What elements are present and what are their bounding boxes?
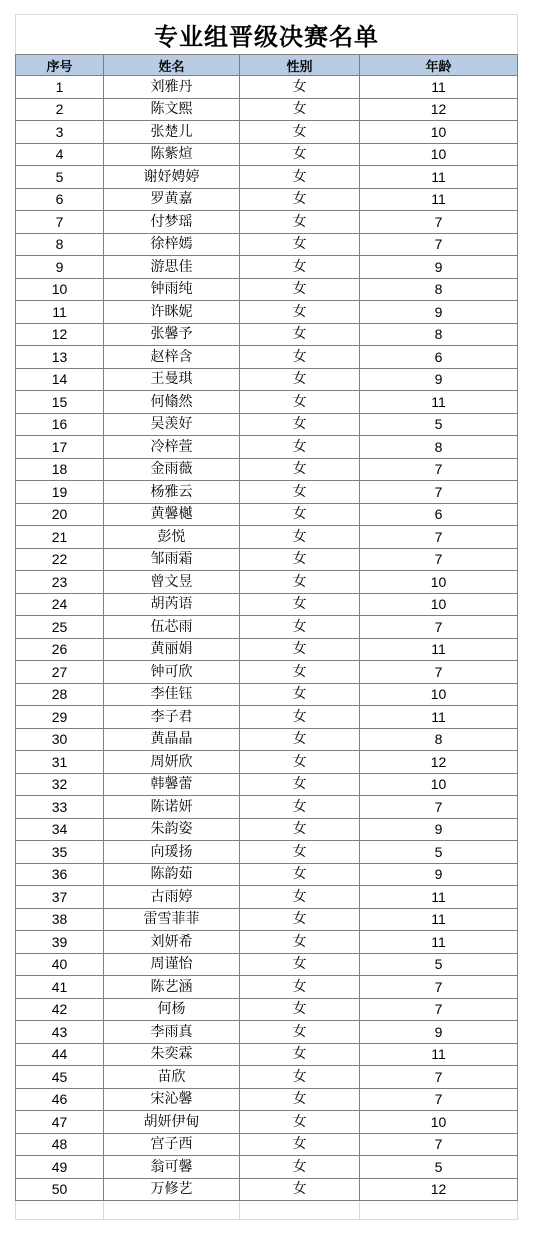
cell-name[interactable]: 吴羡好 [104, 413, 240, 436]
cell-gender[interactable]: 女 [240, 818, 360, 841]
cell-age[interactable]: 7 [360, 796, 518, 819]
cell-gender[interactable]: 女 [240, 413, 360, 436]
table-row [16, 436, 518, 459]
cell-index[interactable]: 33 [16, 796, 104, 819]
table-row [16, 233, 518, 256]
cell-gender[interactable]: 女 [240, 233, 360, 256]
cell-name[interactable]: 何杨 [104, 998, 240, 1021]
cell-index[interactable]: 27 [16, 661, 104, 684]
cell-age[interactable]: 9 [360, 368, 518, 391]
cell-name[interactable]: 陈紫煊 [104, 143, 240, 166]
cell-age[interactable]: 8 [360, 278, 518, 301]
cell-age[interactable]: 11 [360, 706, 518, 729]
table-row [16, 1043, 518, 1066]
cell-name[interactable]: 游思佳 [104, 256, 240, 279]
cell-name[interactable]: 彭悦 [104, 526, 240, 549]
cell-gender[interactable]: 女 [240, 886, 360, 909]
cell-gender[interactable]: 女 [240, 863, 360, 886]
cell-age[interactable]: 5 [360, 1156, 518, 1179]
cell-name[interactable]: 李雨真 [104, 1021, 240, 1044]
cell-gender[interactable]: 女 [240, 953, 360, 976]
cell-gender[interactable]: 女 [240, 503, 360, 526]
table-body [16, 76, 518, 1201]
cell-name[interactable]: 胡芮语 [104, 593, 240, 616]
cell-name[interactable]: 徐梓嫣 [104, 233, 240, 256]
table-row [16, 76, 518, 99]
cell-gender[interactable]: 女 [240, 323, 360, 346]
table-row [16, 323, 518, 346]
table-row [16, 278, 518, 301]
cell-gender[interactable]: 女 [240, 368, 360, 391]
cell-index[interactable]: 26 [16, 638, 104, 661]
cell-age[interactable]: 7 [360, 458, 518, 481]
table-row [16, 1021, 518, 1044]
cell-gender[interactable]: 女 [240, 278, 360, 301]
cell-gender[interactable]: 女 [240, 211, 360, 234]
cell-gender[interactable]: 女 [240, 346, 360, 369]
header-cell-name[interactable]: 姓名 [104, 55, 240, 76]
header-cell-age[interactable]: 年龄 [360, 55, 518, 76]
table-row [16, 571, 518, 594]
cell-name[interactable]: 谢妤娉婷 [104, 166, 240, 189]
cell-index[interactable]: 41 [16, 976, 104, 999]
cell-age[interactable]: 9 [360, 301, 518, 324]
cell-gender[interactable]: 女 [240, 1133, 360, 1156]
cell-index[interactable]: 22 [16, 548, 104, 571]
cell-index[interactable]: 46 [16, 1088, 104, 1111]
cell-name[interactable]: 张楚儿 [104, 121, 240, 144]
cell-age[interactable]: 10 [360, 1111, 518, 1134]
table-row [16, 301, 518, 324]
cell-name[interactable]: 黄馨樾 [104, 503, 240, 526]
sheet-title[interactable]: 专业组晋级决赛名单 [16, 15, 518, 55]
cell-name[interactable]: 韩馨蕾 [104, 773, 240, 796]
cell-index[interactable]: 50 [16, 1178, 104, 1201]
table-row [16, 526, 518, 549]
cell-name[interactable]: 宫子西 [104, 1133, 240, 1156]
cell-age[interactable]: 12 [360, 98, 518, 121]
empty-cell[interactable] [104, 1201, 240, 1220]
cell-index[interactable]: 15 [16, 391, 104, 414]
cell-gender[interactable]: 女 [240, 773, 360, 796]
table-row [16, 346, 518, 369]
cell-index[interactable]: 31 [16, 751, 104, 774]
table-row [16, 1178, 518, 1201]
table-row [16, 728, 518, 751]
spreadsheet [15, 14, 517, 1220]
cell-name[interactable]: 伍芯雨 [104, 616, 240, 639]
table-row [16, 256, 518, 279]
cell-age[interactable]: 7 [360, 998, 518, 1021]
cell-index[interactable]: 45 [16, 1066, 104, 1089]
cell-name[interactable]: 王曼琪 [104, 368, 240, 391]
cell-name[interactable]: 张馨予 [104, 323, 240, 346]
cell-index[interactable]: 16 [16, 413, 104, 436]
cell-gender[interactable]: 女 [240, 481, 360, 504]
cell-gender[interactable]: 女 [240, 1043, 360, 1066]
table-row [16, 931, 518, 954]
cell-gender[interactable]: 女 [240, 571, 360, 594]
cell-age[interactable]: 11 [360, 391, 518, 414]
cell-name[interactable]: 付梦瑶 [104, 211, 240, 234]
table-row [16, 121, 518, 144]
cell-name[interactable]: 李佳钰 [104, 683, 240, 706]
cell-gender[interactable]: 女 [240, 1156, 360, 1179]
table-row [16, 503, 518, 526]
cell-index[interactable]: 17 [16, 436, 104, 459]
cell-name[interactable]: 苗欣 [104, 1066, 240, 1089]
cell-gender[interactable]: 女 [240, 526, 360, 549]
cell-gender[interactable]: 女 [240, 593, 360, 616]
cell-index[interactable]: 11 [16, 301, 104, 324]
table-row [16, 706, 518, 729]
table-row [16, 1088, 518, 1111]
table-row [16, 976, 518, 999]
table-row [16, 863, 518, 886]
cell-gender[interactable]: 女 [240, 1111, 360, 1134]
header-cell-index[interactable]: 序号 [16, 55, 104, 76]
cell-name[interactable]: 邹雨霜 [104, 548, 240, 571]
table-row [16, 1133, 518, 1156]
cell-index[interactable]: 29 [16, 706, 104, 729]
cell-name[interactable]: 许眯妮 [104, 301, 240, 324]
table-row [16, 98, 518, 121]
cell-index[interactable]: 38 [16, 908, 104, 931]
table-row [16, 998, 518, 1021]
cell-gender[interactable]: 女 [240, 98, 360, 121]
table-row [16, 773, 518, 796]
cell-index[interactable]: 24 [16, 593, 104, 616]
cell-age[interactable]: 11 [360, 908, 518, 931]
table-row [16, 886, 518, 909]
cell-name[interactable]: 陈文熙 [104, 98, 240, 121]
cell-age[interactable]: 7 [360, 616, 518, 639]
cell-gender[interactable]: 女 [240, 1021, 360, 1044]
table-row [16, 841, 518, 864]
cell-index[interactable]: 43 [16, 1021, 104, 1044]
cell-gender[interactable]: 女 [240, 1088, 360, 1111]
cell-index[interactable]: 44 [16, 1043, 104, 1066]
cell-name[interactable]: 刘雅丹 [104, 76, 240, 99]
cell-gender[interactable]: 女 [240, 931, 360, 954]
cell-gender[interactable]: 女 [240, 706, 360, 729]
cell-index[interactable]: 5 [16, 166, 104, 189]
cell-index[interactable]: 30 [16, 728, 104, 751]
cell-age[interactable]: 7 [360, 548, 518, 571]
table-row [16, 616, 518, 639]
cell-name[interactable]: 向瑗扬 [104, 841, 240, 864]
cell-gender[interactable]: 女 [240, 121, 360, 144]
cell-gender[interactable]: 女 [240, 458, 360, 481]
cell-age[interactable]: 11 [360, 76, 518, 99]
table-row [16, 796, 518, 819]
cell-gender[interactable]: 女 [240, 436, 360, 459]
cell-gender[interactable]: 女 [240, 751, 360, 774]
cell-gender[interactable]: 女 [240, 976, 360, 999]
finalist-table [15, 14, 518, 1220]
table-row [16, 413, 518, 436]
cell-index[interactable]: 39 [16, 931, 104, 954]
cell-index[interactable]: 13 [16, 346, 104, 369]
cell-age[interactable]: 10 [360, 683, 518, 706]
cell-gender[interactable]: 女 [240, 796, 360, 819]
cell-gender[interactable]: 女 [240, 908, 360, 931]
cell-index[interactable]: 14 [16, 368, 104, 391]
table-row [16, 908, 518, 931]
cell-index[interactable]: 1 [16, 76, 104, 99]
cell-name[interactable]: 胡妍伊甸 [104, 1111, 240, 1134]
table-row [16, 661, 518, 684]
cell-age[interactable]: 12 [360, 1178, 518, 1201]
cell-gender[interactable]: 女 [240, 143, 360, 166]
cell-gender[interactable]: 女 [240, 616, 360, 639]
cell-index[interactable]: 21 [16, 526, 104, 549]
cell-index[interactable]: 4 [16, 143, 104, 166]
cell-index[interactable]: 40 [16, 953, 104, 976]
table-row [16, 368, 518, 391]
cell-age[interactable]: 10 [360, 571, 518, 594]
cell-name[interactable]: 金雨薇 [104, 458, 240, 481]
cell-name[interactable]: 杨雅云 [104, 481, 240, 504]
cell-gender[interactable]: 女 [240, 166, 360, 189]
cell-age[interactable]: 11 [360, 166, 518, 189]
cell-gender[interactable]: 女 [240, 728, 360, 751]
table-row [16, 481, 518, 504]
empty-row [16, 1201, 518, 1220]
header-cell-gender[interactable]: 性别 [240, 55, 360, 76]
cell-index[interactable]: 36 [16, 863, 104, 886]
cell-age[interactable]: 6 [360, 503, 518, 526]
cell-age[interactable]: 10 [360, 121, 518, 144]
cell-gender[interactable]: 女 [240, 1066, 360, 1089]
cell-index[interactable]: 47 [16, 1111, 104, 1134]
cell-index[interactable]: 7 [16, 211, 104, 234]
cell-age[interactable]: 11 [360, 931, 518, 954]
cell-age[interactable]: 7 [360, 661, 518, 684]
cell-age[interactable]: 7 [360, 211, 518, 234]
cell-name[interactable]: 黄丽娟 [104, 638, 240, 661]
cell-age[interactable]: 9 [360, 818, 518, 841]
empty-cell[interactable] [240, 1201, 360, 1220]
cell-index[interactable]: 48 [16, 1133, 104, 1156]
table-row [16, 593, 518, 616]
cell-name[interactable]: 朱韵姿 [104, 818, 240, 841]
table-row [16, 391, 518, 414]
cell-age[interactable]: 5 [360, 953, 518, 976]
cell-gender[interactable]: 女 [240, 76, 360, 99]
cell-gender[interactable]: 女 [240, 638, 360, 661]
cell-gender[interactable]: 女 [240, 301, 360, 324]
table-row [16, 548, 518, 571]
cell-gender[interactable]: 女 [240, 661, 360, 684]
cell-name[interactable]: 周谨怡 [104, 953, 240, 976]
cell-age[interactable]: 10 [360, 593, 518, 616]
table-row [16, 166, 518, 189]
cell-index[interactable]: 35 [16, 841, 104, 864]
cell-name[interactable]: 赵梓含 [104, 346, 240, 369]
cell-age[interactable]: 7 [360, 233, 518, 256]
cell-index[interactable]: 42 [16, 998, 104, 1021]
cell-name[interactable]: 古雨婷 [104, 886, 240, 909]
cell-name[interactable]: 翁可馨 [104, 1156, 240, 1179]
cell-index[interactable]: 8 [16, 233, 104, 256]
cell-name[interactable]: 雷雪菲菲 [104, 908, 240, 931]
cell-age[interactable]: 8 [360, 728, 518, 751]
cell-index[interactable]: 32 [16, 773, 104, 796]
cell-age[interactable]: 12 [360, 751, 518, 774]
cell-index[interactable]: 2 [16, 98, 104, 121]
cell-index[interactable]: 12 [16, 323, 104, 346]
cell-index[interactable]: 3 [16, 121, 104, 144]
cell-name[interactable]: 罗黄嘉 [104, 188, 240, 211]
cell-age[interactable]: 8 [360, 436, 518, 459]
cell-age[interactable]: 7 [360, 481, 518, 504]
cell-age[interactable]: 9 [360, 1021, 518, 1044]
cell-gender[interactable]: 女 [240, 998, 360, 1021]
cell-index[interactable]: 49 [16, 1156, 104, 1179]
empty-cell[interactable] [16, 1201, 104, 1220]
cell-gender[interactable]: 女 [240, 1178, 360, 1201]
table-row [16, 953, 518, 976]
table-row [16, 188, 518, 211]
cell-age[interactable]: 5 [360, 413, 518, 436]
cell-gender[interactable]: 女 [240, 841, 360, 864]
cell-name[interactable]: 陈艺涵 [104, 976, 240, 999]
cell-name[interactable]: 曾文昱 [104, 571, 240, 594]
cell-index[interactable]: 25 [16, 616, 104, 639]
cell-gender[interactable]: 女 [240, 548, 360, 571]
table-row [16, 211, 518, 234]
cell-age[interactable]: 7 [360, 976, 518, 999]
cell-index[interactable]: 18 [16, 458, 104, 481]
table-row [16, 1156, 518, 1179]
cell-age[interactable]: 7 [360, 1066, 518, 1089]
cell-name[interactable]: 黄晶晶 [104, 728, 240, 751]
table-row [16, 1111, 518, 1134]
cell-name[interactable]: 周妍欣 [104, 751, 240, 774]
table-row [16, 638, 518, 661]
cell-gender[interactable]: 女 [240, 683, 360, 706]
cell-age[interactable]: 6 [360, 346, 518, 369]
cell-name[interactable]: 钟雨纯 [104, 278, 240, 301]
cell-age[interactable]: 9 [360, 256, 518, 279]
cell-name[interactable]: 陈诺妍 [104, 796, 240, 819]
cell-name[interactable]: 宋沁馨 [104, 1088, 240, 1111]
cell-index[interactable]: 9 [16, 256, 104, 279]
header-row [16, 55, 518, 76]
cell-index[interactable]: 20 [16, 503, 104, 526]
empty-cell[interactable] [360, 1201, 518, 1220]
table-row [16, 818, 518, 841]
cell-name[interactable]: 朱奕霖 [104, 1043, 240, 1066]
cell-name[interactable]: 万修艺 [104, 1178, 240, 1201]
cell-name[interactable]: 李子君 [104, 706, 240, 729]
cell-index[interactable]: 10 [16, 278, 104, 301]
cell-age[interactable]: 5 [360, 841, 518, 864]
cell-age[interactable]: 7 [360, 1133, 518, 1156]
cell-index[interactable]: 37 [16, 886, 104, 909]
cell-gender[interactable]: 女 [240, 188, 360, 211]
cell-age[interactable]: 11 [360, 1043, 518, 1066]
cell-index[interactable]: 34 [16, 818, 104, 841]
table-row [16, 458, 518, 481]
cell-age[interactable]: 7 [360, 526, 518, 549]
cell-name[interactable]: 陈韵茹 [104, 863, 240, 886]
cell-age[interactable]: 11 [360, 886, 518, 909]
table-row [16, 143, 518, 166]
cell-age[interactable]: 10 [360, 773, 518, 796]
cell-age[interactable]: 8 [360, 323, 518, 346]
cell-index[interactable]: 23 [16, 571, 104, 594]
cell-index[interactable]: 19 [16, 481, 104, 504]
cell-index[interactable]: 28 [16, 683, 104, 706]
cell-name[interactable]: 钟可欣 [104, 661, 240, 684]
cell-age[interactable]: 9 [360, 863, 518, 886]
table-row [16, 683, 518, 706]
cell-age[interactable]: 11 [360, 188, 518, 211]
table-row [16, 751, 518, 774]
table-row [16, 1066, 518, 1089]
cell-name[interactable]: 冷梓萱 [104, 436, 240, 459]
title-row [16, 15, 518, 55]
cell-name[interactable]: 何翛然 [104, 391, 240, 414]
cell-gender[interactable]: 女 [240, 391, 360, 414]
cell-age[interactable]: 11 [360, 638, 518, 661]
cell-gender[interactable]: 女 [240, 256, 360, 279]
cell-name[interactable]: 刘妍希 [104, 931, 240, 954]
cell-age[interactable]: 7 [360, 1088, 518, 1111]
cell-age[interactable]: 10 [360, 143, 518, 166]
cell-index[interactable]: 6 [16, 188, 104, 211]
